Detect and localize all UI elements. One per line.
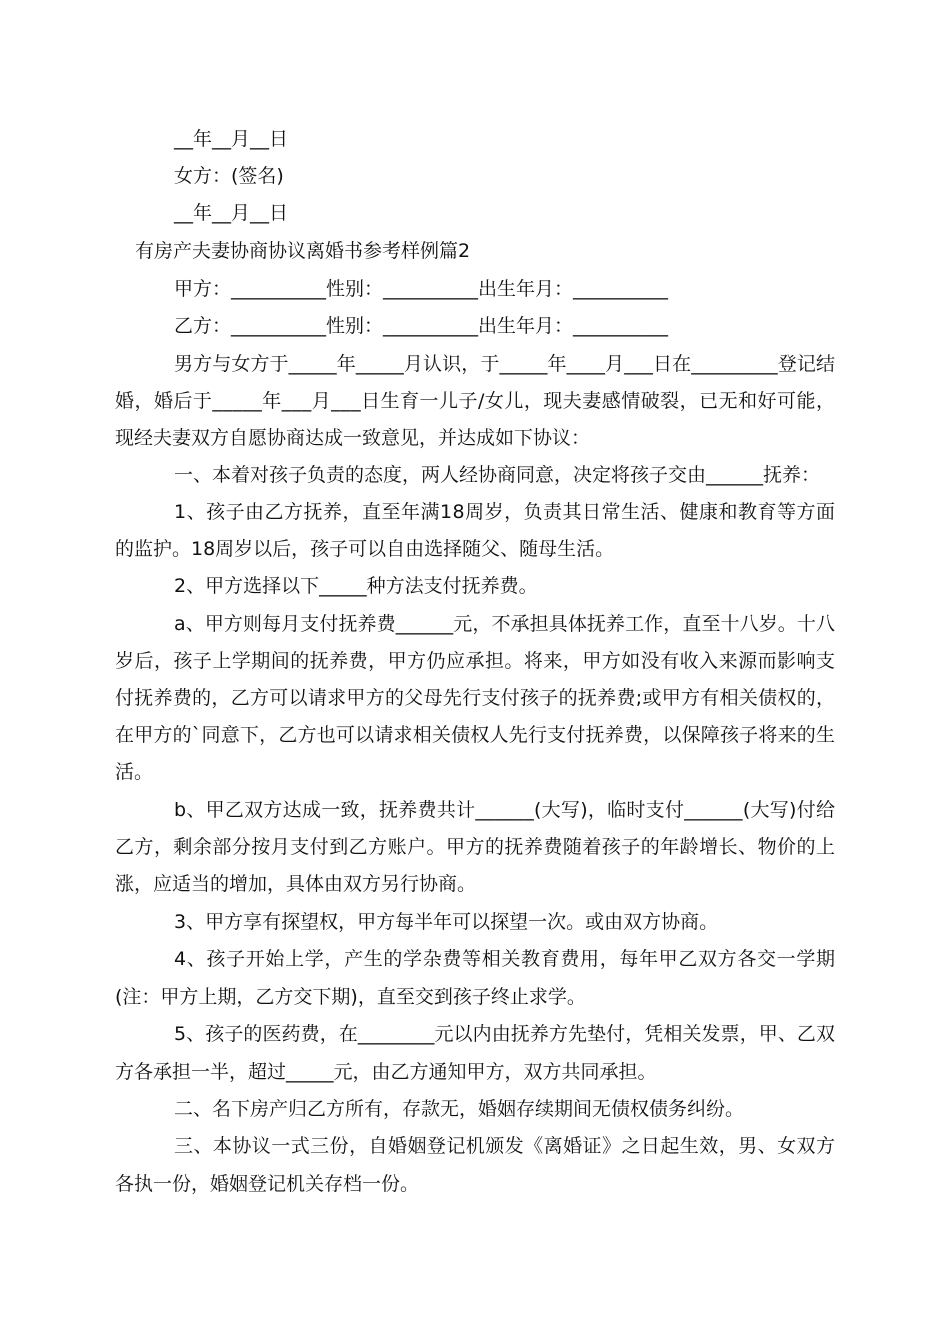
- paragraph-line: 涨，应适当的增加，具体由双方另行协商。: [115, 873, 477, 895]
- paragraph-line: 婚，婚后于_____年___月___日生育一儿子/女儿，现夫妻感情破裂，已无和好可能，: [115, 390, 836, 412]
- paragraph-line: 3、甲方享有探望权，甲方每半年可以探望一次。或由双方协商。: [174, 911, 719, 933]
- paragraph-line: 在甲方的`同意下，乙方也可以请求相关债权人先行支付抚养费，以保障孩子将来的生: [115, 724, 836, 746]
- paragraph-line: 方各承担一半，超过_____元，由乙方通知甲方，双方共同承担。: [115, 1061, 657, 1083]
- paragraph-line: 二、名下房产归乙方所有，存款无，婚姻存续期间无债权债务纠纷。: [174, 1098, 745, 1120]
- paragraph-line: 2、甲方选择以下_____种方法支付抚养费。: [174, 575, 538, 597]
- paragraph-line: b、甲乙双方达成一致，抚养费共计______(大写)，临时支付______(大写)付给: [174, 799, 836, 821]
- paragraph-line: 一、本着对孩子负责的态度，两人经协商同意，决定将孩子交由______抚养：: [174, 464, 821, 486]
- paragraph-line: 现经夫妻双方自愿协商达成一致意见，并达成如下协议：: [115, 427, 591, 449]
- paragraph-line: 4、孩子开始上学，产生的学杂费等相关教育费用，每年甲乙双方各交一学期: [174, 948, 836, 970]
- date-text-2: __年__月__日: [174, 202, 289, 224]
- paragraph-line: (注：甲方上期，乙方交下期)，直至交到孩子终止求学。: [115, 986, 586, 1008]
- party-b-text: 乙方：__________性别：__________出生年月：__________: [174, 315, 669, 337]
- paragraph-line: a、甲方则每月支付抚养费______元，不承担具体抚养工作，直至十八岁。十八: [174, 613, 836, 635]
- paragraph-line: 活。: [115, 761, 154, 783]
- paragraph-line: 男方与女方于_____年_____月认识，于_____年____月___日在_________登记结: [174, 353, 836, 375]
- paragraph-line: 5、孩子的医药费，在________元以内由抚养方先垫付，凭相关发票，甲、乙双: [174, 1023, 836, 1045]
- date-text-1: __年__月__日: [174, 128, 289, 150]
- paragraph-line: 的监护。18周岁以后，孩子可以自由选择随父、随母生活。: [115, 538, 615, 560]
- paragraph-line: 岁后，孩子上学期间的抚养费，甲方仍应承担。将来，甲方如没有收入来源而影响支: [115, 650, 836, 672]
- paragraph-line: 付抚养费的，乙方可以请求甲方的父母先行支付孩子的抚养费;或甲方有相关债权的，: [115, 687, 836, 709]
- paragraph-line: 三、本协议一式三份，自婚姻登记机颁发《离婚证》之日起生效，男、女双方: [174, 1135, 836, 1157]
- paragraph-line: 1、孩子由乙方抚养，直至年满18周岁，负责其日常生活、健康和教育等方面: [174, 501, 836, 523]
- party-a-text: 甲方：__________性别：__________出生年月：__________: [174, 278, 669, 300]
- paragraph-line: 各执一份，婚姻登记机关存档一份。: [115, 1173, 420, 1195]
- female-signature-text: 女方：(签名): [174, 165, 284, 187]
- section-title-text: 有房产夫妻协商协议离婚书参考样例篇2: [135, 240, 471, 262]
- paragraph-line: 乙方，剩余部分按月支付到乙方账户。甲方的抚养费随着孩子的年龄增长、物价的上: [115, 836, 836, 858]
